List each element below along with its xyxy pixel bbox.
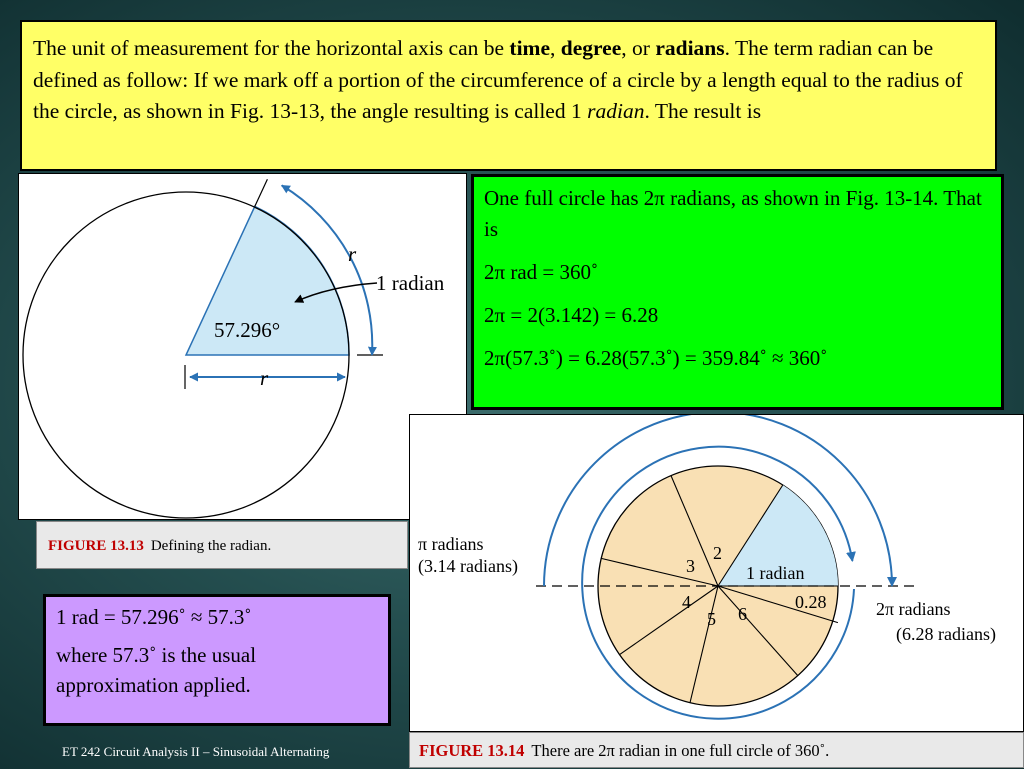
purple-info-box	[43, 594, 391, 726]
two-pi-radians-value: (6.28 radians)	[896, 624, 996, 644]
purple-line-2: where 57.3˚ is the usual approximation applied.	[56, 643, 257, 697]
intro-text-a: The unit of measurement for the horizontal axis can be	[33, 36, 510, 60]
sector-label-2: 2	[713, 543, 722, 563]
figure-13-13-caption-text: Defining the radian.	[150, 538, 272, 554]
purple-line-1: 1 rad = 57.296˚ ≈ 57.3˚	[56, 605, 252, 629]
figure-13-14-caption	[409, 732, 1024, 768]
slide-footer: ET 242 Circuit Analysis II – Sinusoidal Alternating	[62, 744, 330, 759]
two-pi-radians-label: 2π radians	[876, 599, 951, 619]
intro-sep-2: , or	[621, 36, 656, 60]
figure-13-14-number: FIGURE 13.14	[419, 741, 525, 760]
green-line-2: 2π rad = 360˚	[484, 260, 599, 284]
arc-r-label: r	[348, 242, 357, 266]
intro-bold-radians: radians	[655, 36, 725, 60]
radius-r-label: r	[260, 366, 269, 390]
arc-start-tick	[255, 179, 268, 206]
sector-label-6: 6	[738, 604, 747, 624]
green-line-3: 2π = 2(3.142) = 6.28	[484, 303, 659, 327]
intro-italic-radian: radian	[587, 99, 645, 123]
figure-13-14-panel	[409, 414, 1024, 732]
figure-13-13-caption	[36, 521, 408, 569]
green-line-4: 2π(57.3˚) = 6.28(57.3˚) = 359.84˚ ≈ 360˚	[484, 346, 828, 370]
intro-sep-1: ,	[550, 36, 561, 60]
sector-label-4: 4	[682, 592, 691, 612]
figure-13-13-panel	[18, 173, 467, 520]
one-radian-label: 1 radian	[376, 271, 445, 295]
intro-text-c: . The result is	[644, 99, 762, 123]
intro-text-box	[20, 20, 997, 171]
sector-label-3: 3	[686, 556, 695, 576]
green-line-1: One full circle has 2π radians, as shown in Fig. 13-14. That is	[484, 186, 982, 241]
sector-label-5: 5	[707, 609, 716, 629]
figure-13-14-caption-text: There are 2π radian in one full circle of 360˚.	[531, 741, 830, 760]
intro-bold-time: time	[509, 36, 551, 60]
pi-radians-value: (3.14 radians)	[418, 556, 518, 576]
fraction-sector-label: 0.28	[795, 592, 827, 612]
one-radian-sector-label: 1 radian	[746, 563, 805, 583]
intro-text-b: . The term radian can be defined as follow: If we mark off a portion of the circumference of a circle by a length equal to the radius of the circle, as shown in Fig. 13-13, the angle resulting is called 1	[33, 36, 963, 123]
figure-13-14-diagram	[410, 415, 1023, 731]
green-info-box	[471, 174, 1004, 410]
figure-13-13-number: FIGURE 13.13	[48, 538, 144, 554]
pi-radians-label: π radians	[418, 534, 484, 554]
angle-label: 57.296°	[214, 318, 281, 342]
figure-13-13-diagram	[19, 174, 466, 519]
intro-bold-degree: degree	[560, 36, 622, 60]
